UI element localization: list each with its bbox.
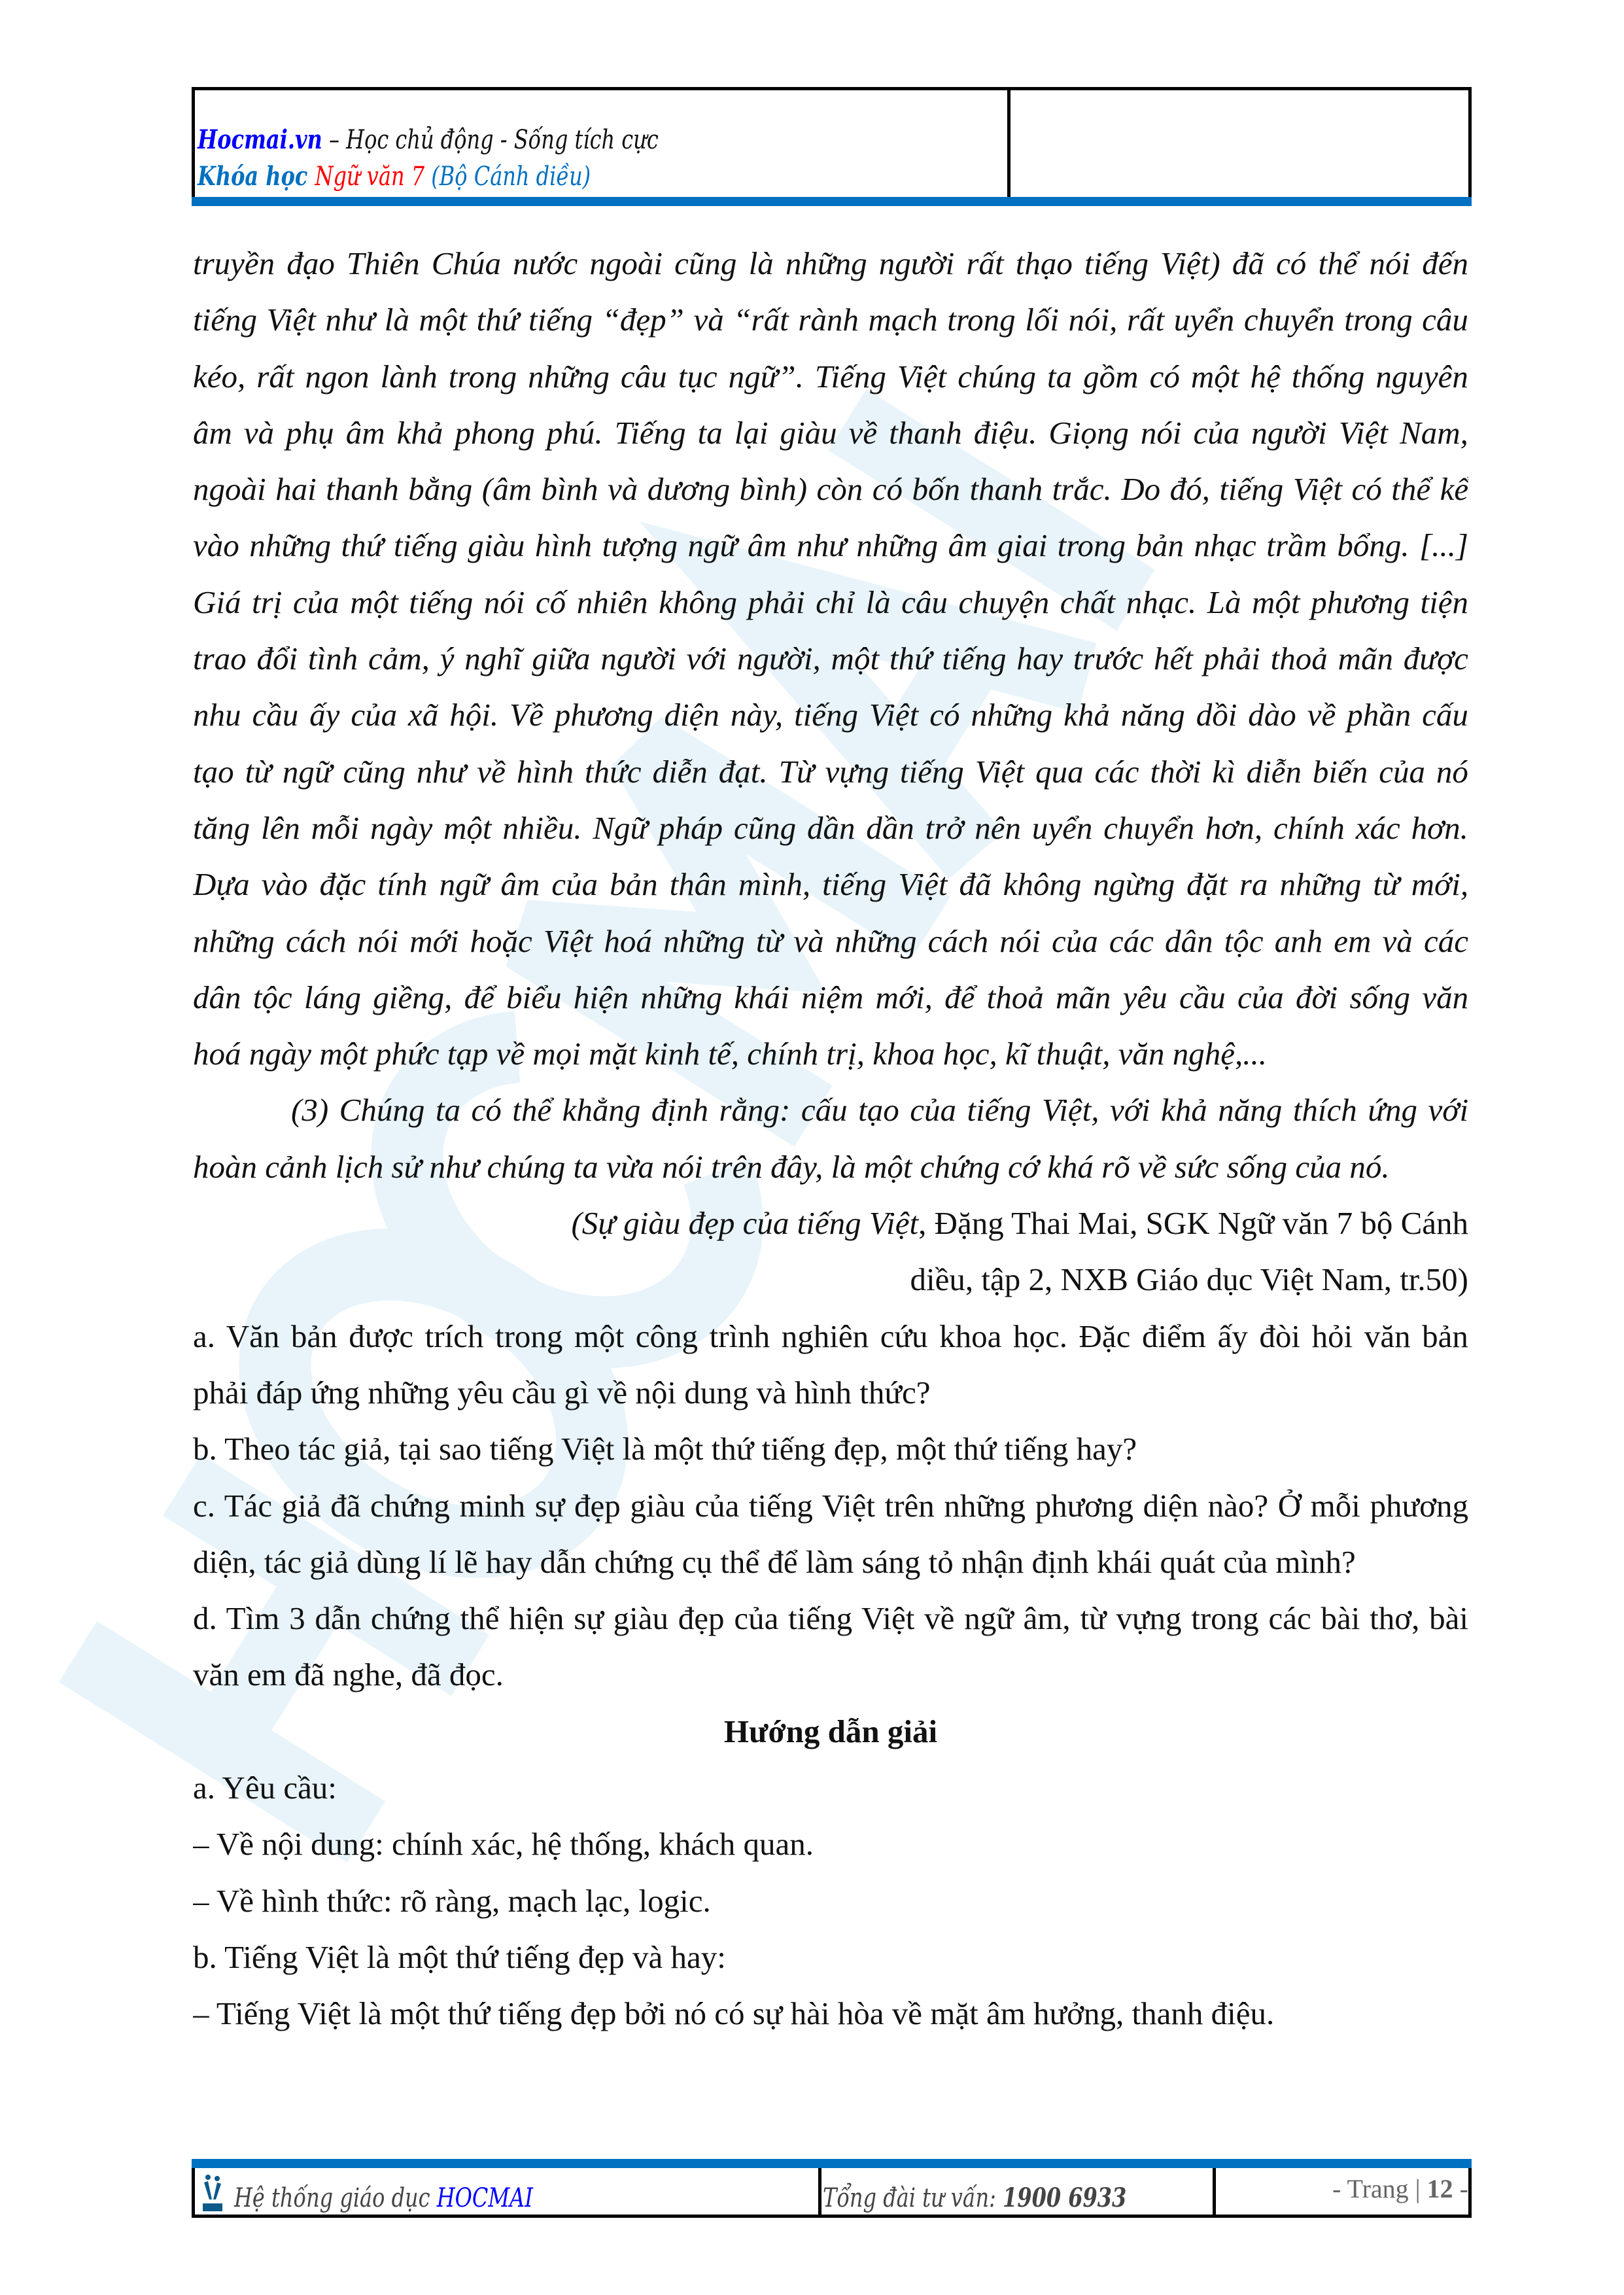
text-line-content: d. Tìm 3 dẫn chứng thể hiện sự giàu đẹp của tiếng Việt về ngữ âm, từ vựng trong các bài thơ, bài [193, 1600, 1468, 1637]
text-line [193, 461, 1468, 517]
section-heading [193, 1704, 1468, 1760]
text-line [193, 1647, 1468, 1703]
text-line-content: những cách nói mới hoặc Việt hoá những từ và những cách nói của các dân tộc anh em và các [193, 922, 1468, 959]
header-line-2 [198, 161, 591, 192]
text-line [193, 1986, 1468, 2042]
text-line-content: a. Văn bản được trích trong một công trình nghiên cứu khoa học. Đặc điểm ấy đòi hỏi văn bản [193, 1318, 1468, 1354]
footer-brand-cell [195, 2168, 821, 2215]
footer-system [234, 2182, 533, 2214]
text-line [193, 405, 1468, 461]
text-line [193, 631, 1468, 687]
citation [571, 1195, 1468, 1252]
document-body [193, 236, 1468, 2042]
text-line [193, 1534, 1468, 1590]
hotline-number: 1900 6933 [1003, 2182, 1127, 2213]
text-line-content: tăng lên mỗi ngày một nhiều. Ngữ pháp cũng dần dần trở nên uyển chuyển hơn, chính xác hơn. [193, 809, 1468, 846]
text-line [193, 1478, 1468, 1534]
text-line [193, 292, 1468, 348]
header-line-1 [198, 124, 659, 156]
text-line-content: trao đổi tình cảm, ý nghĩ giữa người với người, một thứ tiếng hay trước hết phải thoả mãn được [193, 640, 1468, 677]
page-indicator [1332, 2173, 1468, 2205]
text-line-content: a. Yêu cầu: [193, 1770, 337, 1806]
text-line-content: dân tộc láng giềng, để biểu hiện những khái niệm mới, để thoả mãn yêu cầu của đời sống văn [193, 979, 1468, 1015]
footer-system-name: HOCMAI [436, 2183, 533, 2213]
text-line-content: hoá ngày một phức tạp về mọi mặt kinh tế, chính trị, khoa học, kĩ thuật, văn nghệ,... [193, 1036, 1268, 1072]
page-footer [192, 2159, 1472, 2218]
text-line-content: Dựa vào đặc tính ngữ âm của bản thân mình, tiếng Việt đã không ngừng đặt ra những từ mới, [193, 866, 1468, 903]
text-line-content: c. Tác giả đã chứng minh sự đẹp giàu của tiếng Việt trên những phương diện nào? Ở mỗi phương [193, 1487, 1468, 1524]
text-line-content: b. Tiếng Việt là một thứ tiếng đẹp và hay: [193, 1938, 726, 1975]
text-line-content: âm và phụ âm khả phong phú. Tiếng ta lại giàu về thanh điệu. Giọng nói của người Việt Nam, [193, 414, 1468, 451]
text-line-content: Giá trị của một tiếng nói cố nhiên không phải chỉ là câu chuyện chất nhạc. Là một phương tiện [193, 584, 1468, 620]
text-line-content: tạo từ ngữ cũng như về hình thức diễn đạt. Từ vựng tiếng Việt qua các thời kì diễn biến của nó [193, 753, 1468, 790]
text-line-content: ngoài hai thanh bằng (âm bình và dương bình) còn có bốn thanh trắc. Do đó, tiếng Việt có thể kể [193, 471, 1468, 508]
brand-link[interactable]: Hocmai.vn [198, 124, 322, 155]
text-line-content: văn em đã nghe, đã đọc. [193, 1656, 504, 1693]
hocmai-logo-icon [201, 2173, 224, 2213]
page-prefix: - Trang | [1332, 2174, 1427, 2203]
text-line-content: (3) Chúng ta có thể khẳng định rằng: cấu tạo của tiếng Việt, với khả năng thích ứng với [291, 1092, 1468, 1129]
footer-hotline [823, 2182, 1126, 2214]
text-line-content: nhu cầu ấy của xã hội. Về phương diện này, tiếng Việt có những khả năng dồi dào về phần cấu [193, 697, 1468, 733]
text-line [193, 1421, 1468, 1477]
text-line-content: diện, tác giả dùng lí lẽ hay dẫn chứng cụ thể để làm sáng tỏ nhận định khái quát của mình? [193, 1543, 1356, 1580]
text-line-content: Hướng dẫn giải [723, 1713, 938, 1749]
text-line [193, 970, 1468, 1026]
text-line [193, 1590, 1468, 1647]
course-label: Khóa học [198, 161, 315, 192]
page-header [192, 87, 1472, 206]
course-series: (Bộ Cánh diều) [424, 162, 591, 192]
text-line-content: – Về nội dung: chính xác, hệ thống, khách quan. [193, 1826, 814, 1863]
text-line-content: kéo, rất ngon lành trong những câu tục ngữ”. Tiếng Việt chúng ta gồm có một hệ thống nguyên [193, 358, 1468, 394]
text-line [193, 1365, 1468, 1421]
footer-hotline-cell [821, 2168, 1216, 2215]
text-line [193, 574, 1468, 631]
citation-source: , Đặng Thai Mai, SGK Ngữ văn 7 bộ Cánh [918, 1205, 1468, 1242]
text-line [193, 1252, 1468, 1308]
text-line [193, 1760, 1468, 1816]
text-line [193, 1929, 1468, 1986]
text-line [193, 1139, 1468, 1195]
text-line-content: tiếng Việt như là một thứ tiếng “đẹp” và “rất rành mạch trong lối nói, rất uyển chuyển trong câu [193, 302, 1468, 338]
text-line [193, 236, 1468, 292]
citation-title: (Sự giàu đẹp của tiếng Việt [571, 1205, 919, 1242]
header-accent-bar [192, 197, 1472, 206]
page-number: 12 [1426, 2174, 1453, 2203]
footer-system-label: Hệ thống giáo dục [234, 2183, 437, 2213]
text-line-content: truyền đạo Thiên Chúa nước ngoài cũng là những người rất thạo tiếng Việt) đã có thể nói đến [193, 245, 1468, 281]
text-line [193, 744, 1468, 800]
text-line-content: diều, tập 2, NXB Giáo dục Việt Nam, tr.50) [910, 1261, 1468, 1298]
text-line [193, 1873, 1468, 1929]
text-line-content: vào những thứ tiếng giàu hình tượng ngữ âm như những âm giai trong bản nhạc trầm bổng. [...] [193, 527, 1468, 564]
text-line [193, 913, 1468, 970]
text-line [193, 1082, 1468, 1138]
text-line [193, 1816, 1468, 1872]
text-line [193, 687, 1468, 743]
text-line-content: hoàn cảnh lịch sử như chúng ta vừa nói trên đây, là một chứng cớ khá rõ về sức sống của nó. [193, 1148, 1390, 1185]
page-suffix: - [1453, 2174, 1468, 2203]
text-line [193, 856, 1468, 913]
text-line [193, 1026, 1468, 1082]
text-line [193, 1308, 1468, 1365]
text-line-content: – Về hình thức: rõ ràng, mạch lạc, logic. [193, 1882, 711, 1919]
text-line [193, 800, 1468, 856]
text-line-content: phải đáp ứng những yêu cầu gì về nội dung và hình thức? [193, 1374, 931, 1410]
text-line [193, 1195, 1468, 1252]
footer-page-cell [1216, 2168, 1468, 2215]
footer-accent-bar [192, 2159, 1472, 2168]
slogan: – Học chủ động - Sống tích cực [322, 125, 659, 155]
text-line-content: b. Theo tác giả, tại sao tiếng Việt là một thứ tiếng đẹp, một thứ tiếng hay? [193, 1431, 1137, 1467]
text-line [193, 349, 1468, 405]
header-divider [1007, 90, 1011, 200]
text-line-content: – Tiếng Việt là một thứ tiếng đẹp bởi nó có sự hài hòa về mặt âm hưởng, thanh điệu. [193, 1995, 1275, 2032]
course-name: Ngữ văn 7 [315, 162, 425, 192]
text-line [193, 517, 1468, 574]
hotline-label: Tổng đài tư vấn: [823, 2183, 1003, 2213]
